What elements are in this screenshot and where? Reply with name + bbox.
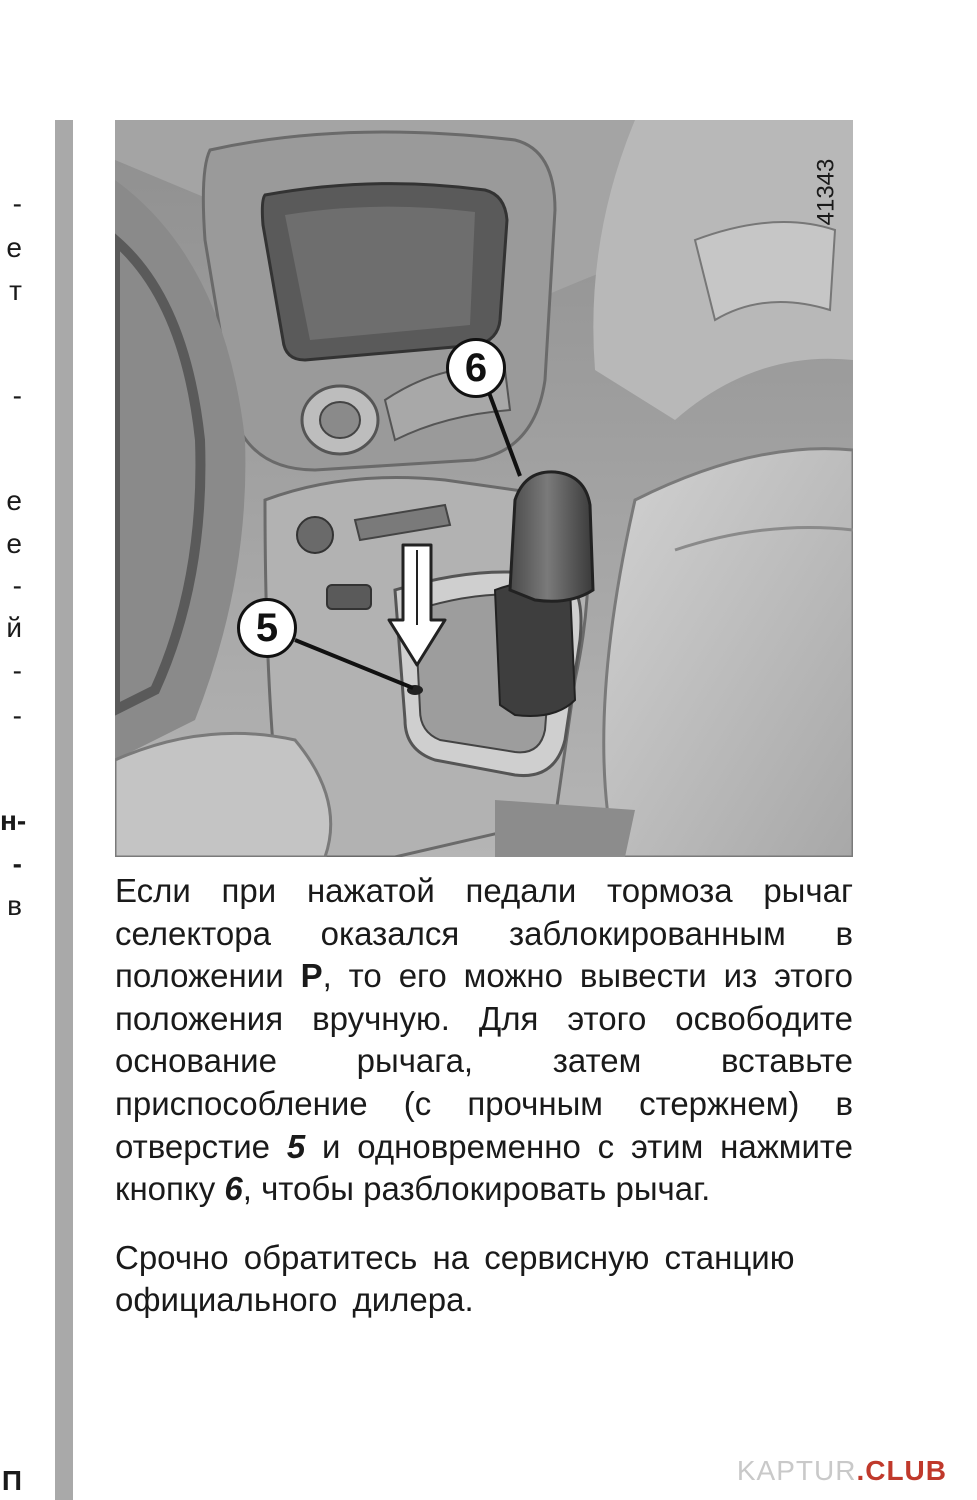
left-column-fragment: -	[12, 655, 22, 686]
instruction-text	[115, 870, 853, 1322]
left-column-fragment: -	[12, 570, 22, 601]
text-run: и одновременно с этим нажмите кнопку	[115, 1127, 853, 1208]
left-column-fragment: е	[6, 232, 22, 263]
left-column-fragment: е	[6, 528, 22, 559]
figure-number	[809, 142, 843, 242]
watermark-text: KAPTUR	[736, 1455, 857, 1486]
text-run: , чтобы разблокировать рычаг.	[242, 1170, 711, 1208]
reference-6: 6	[224, 1170, 243, 1208]
text-run: Если при нажатой педали тормоза рычаг селектора оказался заблокированным в положении	[115, 872, 853, 995]
paragraph-contact-dealer: Срочно обратитесь на сервисную станцию официального дилера.	[115, 1238, 795, 1319]
left-column-fragment: -	[12, 188, 22, 219]
paragraph-release-lever	[115, 870, 853, 1211]
left-column-fragment: т	[9, 275, 22, 306]
text-run: , то его можно вывести из этого положения вручную. Для этого освободите основание рычага, затем вставьте приспособление (с прочным стержнем) в отверстие	[115, 957, 853, 1165]
figure-number-text: 41343	[812, 158, 839, 226]
left-column-fragment: -	[12, 700, 22, 731]
left-column-fragment: н-	[0, 805, 27, 836]
gear-selector-illustration	[115, 120, 853, 857]
left-column-fragment: -	[12, 380, 22, 411]
left-column-fragment: й	[6, 612, 22, 643]
watermark-domain: .CLUB	[856, 1455, 947, 1486]
left-column-fragment: в	[7, 890, 22, 921]
left-column-fragment: е	[6, 485, 22, 516]
car-interior-drawing	[115, 120, 853, 857]
reference-5: 5	[286, 1127, 306, 1165]
page-margin-bar	[55, 120, 73, 1500]
left-column-fragment: -	[12, 848, 22, 879]
left-column-fragment: П	[1, 1465, 22, 1496]
callout-6: 6	[446, 338, 506, 398]
site-watermark	[737, 1455, 947, 1487]
callout-5: 5	[237, 598, 297, 658]
position-p-label: P	[300, 957, 323, 995]
